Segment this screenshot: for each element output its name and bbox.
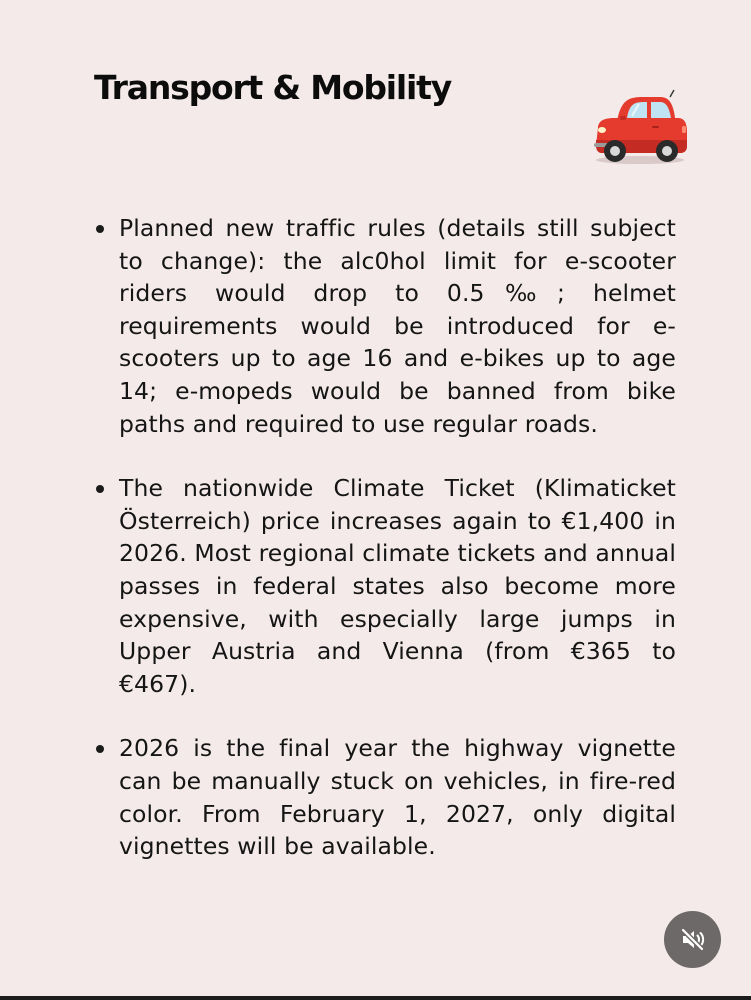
bullet-text: The nationwide Climate Ticket (Klimaticket Österreich) price increases again to €1,400 in 2026. Most regional climate tickets and annual passes in federal states also become more expensive, with especially large jumps in Upper Austria and Vienna (from €365 to €467).: [119, 474, 676, 698]
bullet-item-climate-ticket: [94, 472, 676, 700]
bullet-item-vignette: [94, 732, 676, 862]
bullet-text: 2026 is the final year the highway vignette can be manually stuck on vehicles, in fire-red color. From February 1, 2027, only digital vignettes will be available.: [119, 734, 676, 861]
bullet-item-traffic-rules: [94, 212, 676, 440]
bullet-dot: [96, 225, 104, 233]
bullet-dot: [96, 745, 104, 753]
speaker-muted-icon: [679, 926, 706, 953]
slide-title: Transport & Mobility: [94, 68, 452, 107]
bullet-list: [94, 212, 676, 895]
bottom-edge: [0, 996, 751, 1000]
bullet-dot: [96, 485, 104, 493]
mute-toggle-button[interactable]: [664, 911, 721, 968]
bullet-text: Planned new traffic rules (details still subject to change): the alc0hol limit for e-scooter riders would drop to 0.5‰; helmet requirements would be introduced for e-scooters up to age 16 and e-bikes up to age 14; e-mopeds would be banned from bike paths and required to use regular roads.: [119, 214, 676, 438]
red-car-icon: [590, 88, 690, 166]
